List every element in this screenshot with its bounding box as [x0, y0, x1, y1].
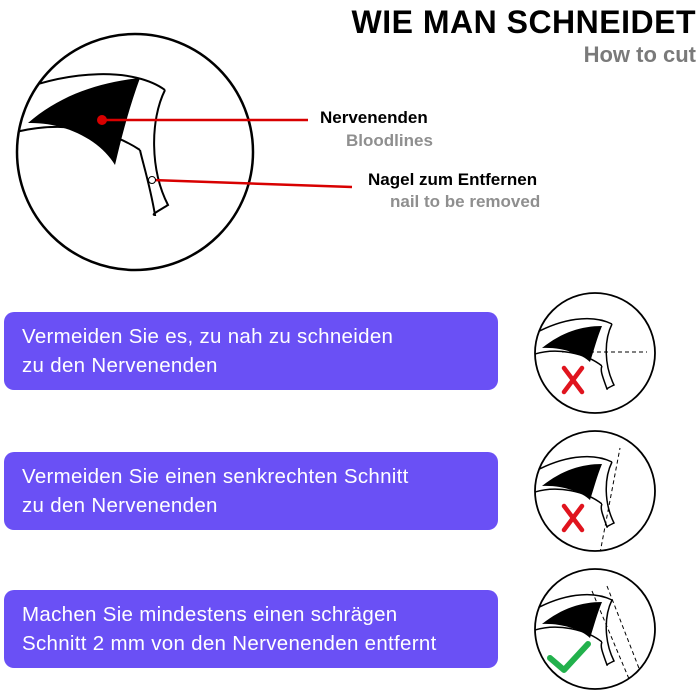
bloodlines-label-en: Bloodlines: [346, 131, 433, 150]
page-title: WIE MAN SCHNEIDET: [351, 4, 696, 40]
tip-box-perpendicular: [4, 452, 498, 530]
tip-text-line1: Vermeiden Sie es, zu nah zu schneiden: [22, 325, 394, 348]
removal-label-en: nail to be removed: [390, 192, 541, 211]
bloodlines-label: Nervenenden: [320, 108, 428, 127]
removal-label: Nagel zum Entfernen: [368, 170, 538, 189]
tip-text-line2: zu den Nervenenden: [22, 354, 218, 377]
tip-text-line1: Vermeiden Sie einen senkrechten Schnitt: [22, 465, 409, 488]
tip-text-line2: zu den Nervenenden: [22, 494, 218, 517]
too-close-cut-diagram: [532, 290, 664, 422]
tip-box-angled-cut: [4, 590, 498, 668]
tip-text-line1: Machen Sie mindestens einen schrägen: [22, 603, 398, 626]
tip-box-too-close: [4, 312, 498, 390]
angled-cut-diagram: [532, 566, 664, 698]
magnifier-circle: [17, 34, 253, 270]
tip-text-line2: Schnitt 2 mm von den Nervenenden entfernt: [22, 632, 437, 655]
page-subtitle: How to cut: [583, 42, 696, 67]
perpendicular-cut-diagram: [532, 428, 664, 560]
